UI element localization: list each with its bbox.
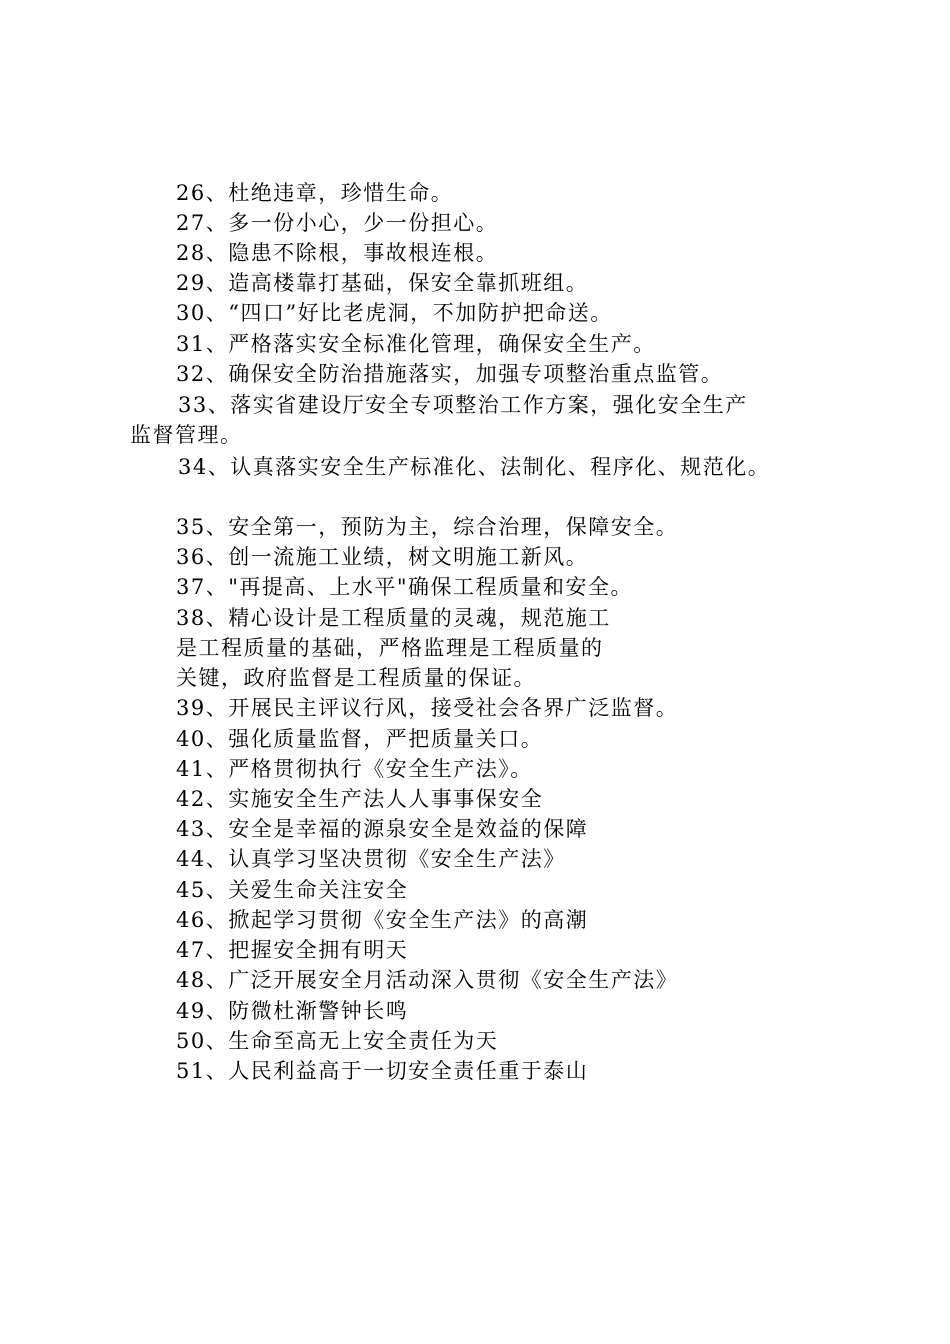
slogan-line-44: 44、认真学习坚决贯彻《安全生产法》 [176, 847, 566, 871]
slogan-line-28: 28、隐患不除根，事故根连根。 [176, 241, 499, 265]
slogan-line-50: 50、生命至高无上安全责任为天 [176, 1029, 499, 1053]
slogan-line-38-continued-2: 关键，政府监督是工程质量的保证。 [176, 666, 536, 690]
slogan-line-27: 27、多一份小心，少一份担心。 [176, 211, 499, 235]
slogan-line-34: 34、认真落实安全生产标准化、法制化、程序化、规范化。 [178, 455, 771, 479]
slogan-line-37: 37、"再提高、上水平"确保工程质量和安全。 [176, 575, 634, 599]
slogan-line-49: 49、防微杜渐警钟长鸣 [176, 999, 409, 1023]
slogan-line-47: 47、把握安全拥有明天 [176, 938, 409, 962]
slogan-line-48: 48、广泛开展安全月活动深入贯彻《安全生产法》 [176, 968, 679, 992]
slogan-line-26: 26、杜绝违章，珍惜生命。 [176, 181, 454, 205]
slogan-line-33-continued: 监督管理。 [130, 423, 243, 447]
slogan-line-29: 29、造高楼靠打基础，保安全靠抓班组。 [176, 271, 589, 295]
slogan-line-46: 46、掀起学习贯彻《安全生产法》的高潮 [176, 908, 589, 932]
slogan-line-42: 42、实施安全生产法人人事事保安全 [176, 787, 544, 811]
slogan-line-33: 33、落实省建设厅安全专项整治工作方案，强化安全生产 [178, 393, 748, 417]
slogan-line-35: 35、安全第一，预防为主，综合治理，保障安全。 [176, 515, 679, 539]
slogan-line-38-continued-1: 是工程质量的基础，严格监理是工程质量的 [176, 636, 604, 660]
slogan-line-38: 38、精心设计是工程质量的灵魂，规范施工 [176, 606, 611, 630]
slogan-line-31: 31、严格落实安全标准化管理，确保安全生产。 [176, 332, 656, 356]
slogan-line-43: 43、安全是幸福的源泉安全是效益的保障 [176, 817, 589, 841]
slogan-line-41: 41、严格贯彻执行《安全生产法》。 [176, 757, 533, 781]
slogan-line-39: 39、开展民主评议行风，接受社会各界广泛监督。 [176, 696, 679, 720]
slogan-line-51: 51、人民利益高于一切安全责任重于泰山 [176, 1059, 589, 1083]
slogan-line-32: 32、确保安全防治措施落实，加强专项整治重点监管。 [176, 362, 724, 386]
slogan-line-36: 36、创一流施工业绩，树文明施工新风。 [176, 545, 589, 569]
slogan-line-45: 45、关爱生命关注安全 [176, 878, 409, 902]
slogan-line-30: 30、“四口”好比老虎洞，不加防护把命送。 [176, 301, 613, 325]
slogan-line-40: 40、强化质量监督，严把质量关口。 [176, 727, 544, 751]
